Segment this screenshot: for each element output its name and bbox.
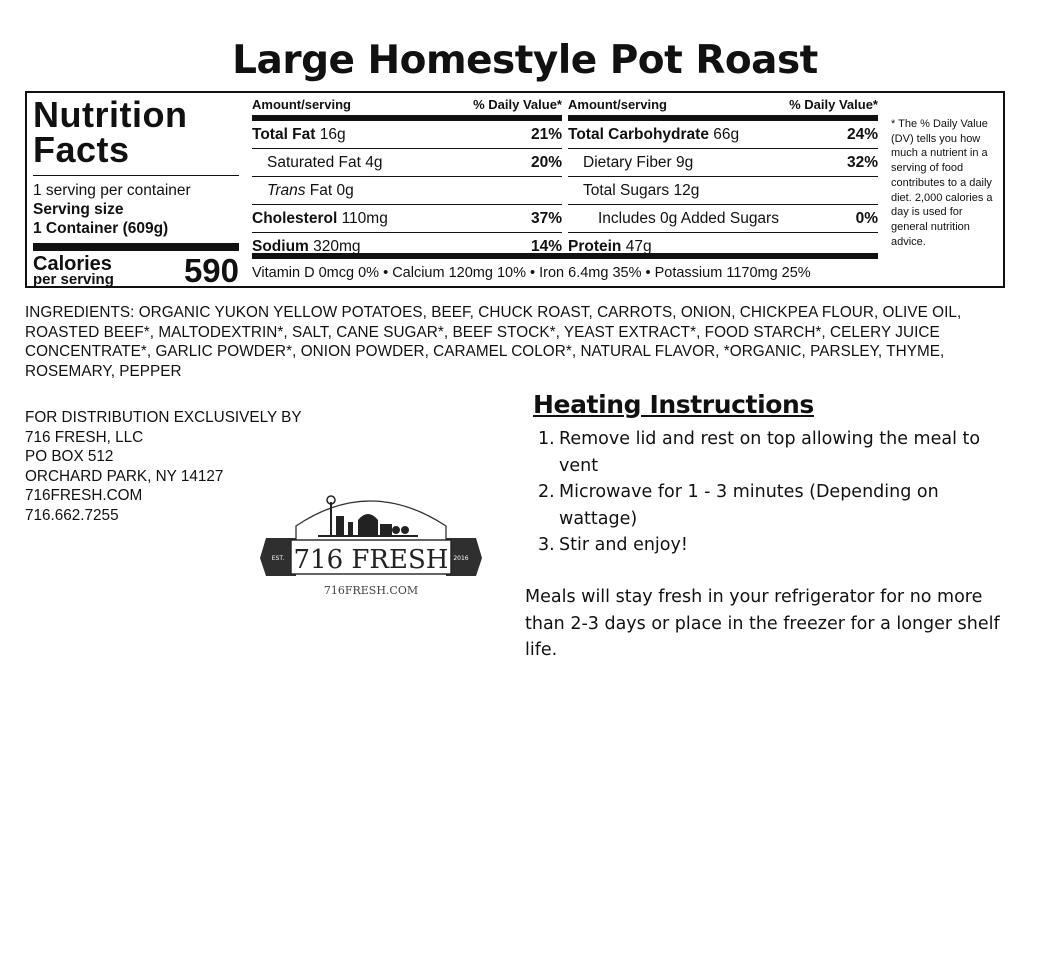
vitamins-minerals-line: Vitamin D 0mcg 0% • Calcium 120mg 10% • Iron 6.4mg 35% • Potassium 1170mg 25% (252, 265, 811, 281)
nutrient-amount: 16g (319, 125, 346, 143)
daily-value-footnote: * The % Daily Value (DV) tells you how much a nutrient in a serving of food contributes to a daily diet. 2,000 calories a day is used for general nutrition advice. (891, 118, 993, 248)
nutrient-dv: 21% (530, 125, 562, 143)
step-number: 3. (538, 535, 555, 555)
nutrient-name: Total Carbohydrate (568, 125, 709, 143)
nutrient-dv: 24% (846, 125, 878, 143)
heating-instructions-title: Heating Instructions (533, 390, 814, 419)
heating-step (538, 426, 998, 479)
716-fresh-logo (258, 488, 483, 603)
nutrition-facts-heading (33, 94, 239, 170)
divider-thick (33, 243, 239, 251)
divider-thick (252, 253, 878, 259)
distribution-line: FOR DISTRIBUTION EXCLUSIVELY BY (25, 409, 302, 426)
product-title: Large Homestyle Pot Roast (232, 38, 818, 83)
nutrient-amount: 9g (676, 153, 694, 171)
nutrition-facts-panel (25, 91, 1005, 288)
nutrient-row-added-sugars (568, 205, 878, 233)
distribution-po-box: PO BOX 512 (25, 448, 114, 465)
nutrient-amount: 12g (673, 181, 700, 199)
calories-value: 590 (183, 252, 239, 289)
nutrient-amount: 4g (365, 153, 383, 171)
logo-est-right: 2016 (453, 555, 469, 562)
nutrient-row-saturated-fat (252, 149, 562, 177)
distribution-website: 716FRESH.COM (25, 487, 143, 504)
step-text: Microwave for 1 - 3 minutes (Depending on wattage) (559, 482, 939, 529)
nutrient-column-left (252, 97, 562, 260)
nutrient-name: Includes 0g Added Sugars (598, 209, 779, 227)
nutrient-name: Total Sugars (583, 181, 670, 199)
heating-step (538, 532, 998, 559)
nutrient-row-total-fat (252, 121, 562, 149)
nutrient-name: Total Fat (252, 125, 316, 143)
nutrient-dv: 14% (530, 237, 562, 255)
nutrient-name: Protein (568, 237, 622, 255)
amount-header: Amount/serving (252, 97, 351, 112)
nutrient-dv: 20% (530, 153, 562, 171)
nutrient-name: Dietary Fiber (583, 153, 672, 171)
heating-steps-list (538, 426, 998, 559)
step-text: Remove lid and rest on top allowing the meal to vent (559, 429, 981, 476)
nutrient-dv: 0% (855, 209, 878, 227)
nutrient-amount: 66g (713, 125, 740, 143)
nutrient-name: Fat (309, 181, 333, 199)
step-number: 1. (538, 429, 555, 449)
daily-value-header: % Daily Value* (789, 97, 878, 112)
calories-label: Calories (33, 253, 112, 275)
nutrient-name: Sodium (252, 237, 309, 255)
divider (33, 175, 239, 176)
nutrient-amount: 47g (625, 237, 652, 255)
ingredients-text: INGREDIENTS: ORGANIC YUKON YELLOW POTATOES, BEEF, CHUCK ROAST, CARROTS, ONION, CHICKPEA FLOUR, OLIVE OIL, ROASTED BEEF*, MALTODEXTRIN*, SALT, CANE SUGAR*, BEEF STOCK*, YEAST EXTRACT*, FOOD STARCH*, CELERY JUICE CONCENTRATE*, GARLIC POWDER*, ONION POWDER, CARAMEL COLOR*, NATURAL FLAVOR, *ORGANIC, PARSLEY, THYME, ROSEMARY, PEPPER (25, 304, 962, 380)
step-number: 2. (538, 482, 555, 502)
amount-header: Amount/serving (568, 97, 667, 112)
nutrition-facts-summary (33, 94, 239, 289)
calories-row (33, 254, 239, 287)
nutrient-name: Cholesterol (252, 209, 338, 227)
nutrient-amount: 110mg (341, 209, 388, 227)
nutrition-heading-line2: Facts (33, 129, 130, 170)
column-header (252, 97, 562, 121)
column-header (568, 97, 878, 121)
nutrition-heading-line1: Nutrition (33, 94, 188, 135)
distribution-phone: 716.662.7255 (25, 506, 119, 524)
nutrient-row-cholesterol (252, 205, 562, 233)
serving-size-value: 1 Container (609g) (33, 220, 169, 237)
distribution-company: 716 FRESH, LLC (25, 428, 144, 446)
distribution-city: ORCHARD PARK, NY 14127 (25, 467, 224, 485)
serving-size-label: Serving size (33, 201, 124, 218)
nutrient-row-dietary-fiber (568, 149, 878, 177)
nutrient-amount: 0g (336, 181, 354, 199)
nutrient-row-total-carbohydrate (568, 121, 878, 149)
step-text: Stir and enjoy! (559, 535, 688, 555)
nutrient-amount: 320mg (313, 237, 361, 255)
logo-est-left: EST. (271, 555, 285, 562)
nutrient-name-italic: Trans (267, 181, 306, 199)
servings-per-container: 1 serving per container (33, 182, 191, 199)
nutrient-column-right (568, 97, 878, 260)
logo-brand-name: 716 FRESH (293, 545, 449, 575)
nutrient-row-total-sugars (568, 177, 878, 205)
storage-note: Meals will stay fresh in your refrigerator for no more than 2-3 days or place in the freezer for a longer shelf life. (525, 587, 1000, 660)
nutrient-dv: 37% (530, 209, 562, 227)
nutrient-row-trans-fat (252, 177, 562, 205)
daily-value-header: % Daily Value* (473, 97, 562, 112)
calories-sub-label: per serving (33, 271, 114, 288)
nutrient-dv: 32% (846, 153, 878, 171)
nutrient-name: Saturated Fat (267, 153, 361, 171)
logo-url: 716FRESH.COM (323, 584, 419, 597)
heating-step (538, 479, 998, 532)
